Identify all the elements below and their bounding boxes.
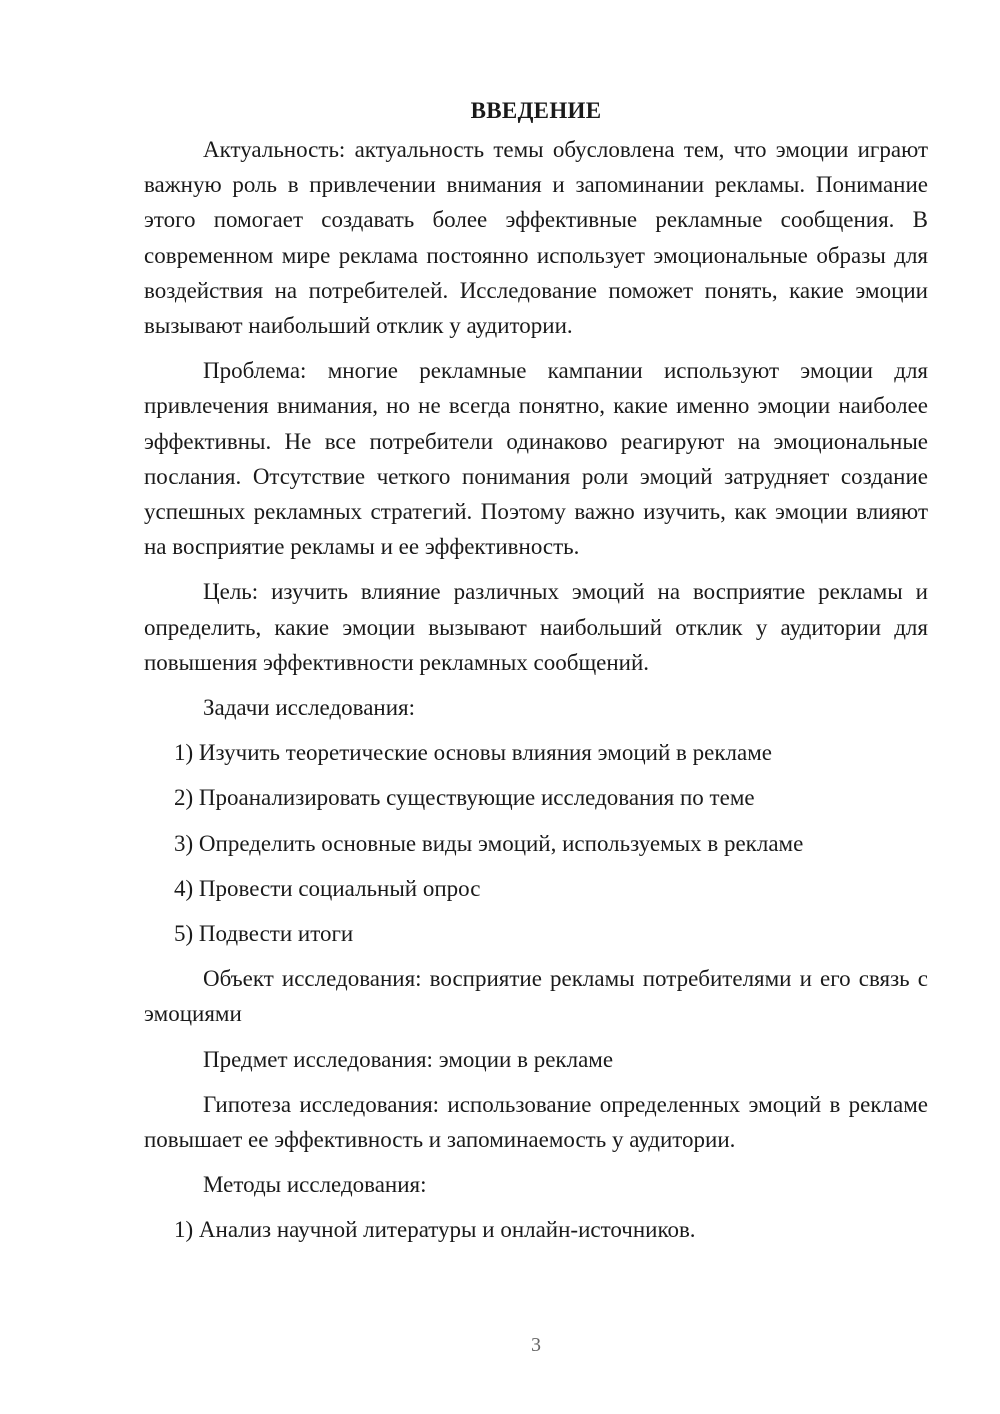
goal-paragraph: Цель: изучить влияние различных эмоций на восприятие рекламы и определить, какие эмоции вызывают наибольший отклик у аудитории для повышения эффективности рекламных сообщений. xyxy=(144,579,928,675)
object-paragraph: Объект исследования: восприятие рекламы потребителями и его связь с эмоциями xyxy=(144,966,928,1027)
task-item-1: 1) Изучить теоретические основы влияния эмоций в рекламе xyxy=(174,740,772,766)
page-number: 3 xyxy=(531,1334,541,1356)
problem-paragraph: Проблема: многие рекламные кампании используют эмоции для привлечения внимания, но не всегда понятно, какие именно эмоции наиболее эффективны. Не все потребители одинаково реагируют на эмоциональные послания. Отсутствие четкого понимания роли эмоций затрудняет создание успешных рекламных стратегий. Поэтому важно изучить, как эмоции влияют на восприятие рекламы и ее эффективность. xyxy=(144,358,928,560)
method-item-1: 1) Анализ научной литературы и онлайн-источников. xyxy=(174,1217,696,1243)
task-item-3: 3) Определить основные виды эмоций, используемых в рекламе xyxy=(174,830,804,856)
relevance-paragraph: Актуальность: актуальность темы обусловлена тем, что эмоции играют важную роль в привлечении внимания и запоминании рекламы. Понимание этого помогает создавать более эффективные рекламные сообщения. В современном мире реклама постоянно использует эмоциональные образы для воздействия на потребителей. Исследование поможет понять, какие эмоции вызывают наибольший отклик у аудитории. xyxy=(144,137,928,339)
task-item-2: 2) Проанализировать существующие исследования по теме xyxy=(174,785,755,811)
document-page xyxy=(144,96,928,1258)
methods-heading: Методы исследования: xyxy=(203,1172,427,1198)
subject-paragraph: Предмет исследования: эмоции в рекламе xyxy=(203,1046,614,1072)
task-item-4: 4) Провести социальный опрос xyxy=(174,875,481,901)
task-item-5: 5) Подвести итоги xyxy=(174,921,354,947)
hypothesis-paragraph: Гипотеза исследования: использование определенных эмоций в рекламе повышает ее эффективность и запоминаемость у аудитории. xyxy=(144,1091,928,1153)
page-title: ВВЕДЕНИЕ xyxy=(470,98,602,123)
tasks-heading: Задачи исследования: xyxy=(203,695,416,721)
